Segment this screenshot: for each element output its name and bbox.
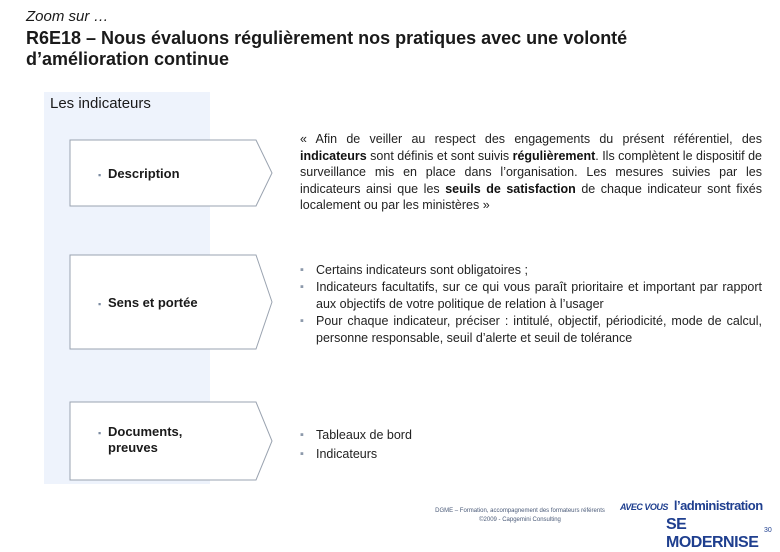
page-title [26, 28, 746, 70]
bullet-icon: ▪ [98, 428, 102, 438]
section-label: Les indicateurs [50, 95, 151, 112]
kicker: Zoom sur … [26, 8, 109, 25]
list-item: ▪ Pour chaque indicateur, préciser : intitulé, objectif, périodicité, mode de calcul, personne responsable, seuil d’alerte et seuil de tolérance [300, 313, 762, 347]
bullet-icon: ▪ [98, 170, 102, 180]
title-line-2: d’amélioration continue [26, 49, 230, 69]
list-item: ▪ Tableaux de bord [300, 426, 762, 445]
bullet-icon: ▪ [98, 299, 102, 309]
documents-list [300, 426, 762, 464]
footer-note: DGME – Formation, accompagnement des formateurs référents ©2009 - Capgemini Consulting [435, 508, 605, 523]
row-description-box [70, 140, 272, 206]
row-sens-box [70, 255, 272, 349]
row-description-label: ▪ Description [98, 166, 180, 181]
logo-prefix: AVEC VOUS [620, 502, 668, 512]
header [0, 0, 780, 82]
sens-list [300, 262, 762, 347]
logo-line-1: l’administration [673, 498, 763, 513]
logo-line-2: SE MODERNISE [666, 516, 759, 551]
description-text: « Afin de veiller au respect des engagements du présent référentiel, des indicateurs sont définis et sont suivis régulièrement. Ils complètent le dispositif de surveillance mis en place dans l’organisation. Les mesures suivies par les indicateurs ainsi que les seuils de satisfaction de chaque indicateur sont fixés localement ou par les ministères » [300, 132, 763, 212]
administration-logo [616, 494, 776, 551]
page-number: 30 [764, 527, 772, 534]
title-line-1: R6E18 – Nous évaluons régulièrement nos pratiques avec une volonté [26, 28, 628, 48]
row-documents-box [70, 402, 272, 480]
list-item: ▪ Indicateurs facultatifs, sur ce qui vous paraît prioritaire et important par rapport aux objectifs de votre politique de relation à l’usager [300, 279, 762, 313]
list-item: ▪ Certains indicateurs sont obligatoires ; [300, 262, 762, 279]
row-sens-label: ▪ Sens et portée [98, 295, 198, 310]
list-item: ▪ Indicateurs [300, 445, 762, 464]
row-documents-label: ▪ Documents, preuves [98, 424, 183, 455]
